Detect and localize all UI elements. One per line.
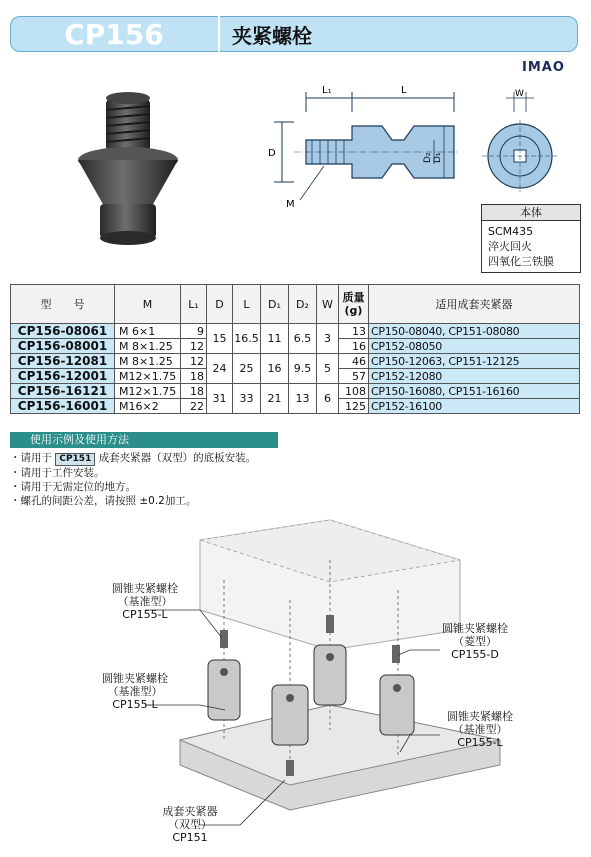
- dim-d1: D₁: [433, 152, 443, 163]
- cell-mass: 13: [339, 324, 369, 339]
- product-name: 夹紧螺栓: [232, 23, 312, 48]
- spec-table: [10, 284, 580, 414]
- cell-w: 3: [317, 324, 339, 354]
- label-text: CP155-L: [457, 736, 503, 749]
- cell-m: M16×2: [115, 399, 181, 414]
- cell-d2: 6.5: [289, 324, 317, 354]
- cell-fit: CP150-08040, CP151-08080: [369, 324, 580, 339]
- col-d: D: [207, 285, 233, 324]
- dim-d: D: [268, 148, 276, 159]
- label-cp155-l-top: [95, 582, 195, 621]
- spec-title: 本体: [482, 205, 580, 221]
- material-spec-box: [481, 204, 581, 273]
- cp151-badge: CP151: [55, 453, 95, 466]
- end-view-drawing: [480, 86, 560, 196]
- cell-model: CP156-16001: [11, 399, 115, 414]
- note-3: ・请用于无需定位的地方。: [10, 481, 136, 493]
- cell-mass: 57: [339, 369, 369, 384]
- col-model: 型 号: [11, 285, 115, 324]
- cell-fit: CP152-16100: [369, 399, 580, 414]
- cell-mass: 125: [339, 399, 369, 414]
- cell-w: 6: [317, 384, 339, 414]
- note-2: ・请用于工件安装。: [10, 467, 105, 479]
- cell-model: CP156-08001: [11, 339, 115, 354]
- cell-d1: 21: [261, 384, 289, 414]
- cell-model: CP156-16121: [11, 384, 115, 399]
- cell-d: 15: [207, 324, 233, 354]
- label-text: CP155-L: [112, 698, 158, 711]
- cell-d: 24: [207, 354, 233, 384]
- usage-notes: [10, 451, 256, 508]
- label-text: （双型）: [168, 818, 212, 831]
- dim-d2: D₂: [423, 152, 433, 163]
- cell-model: CP156-12001: [11, 369, 115, 384]
- cell-w: 5: [317, 354, 339, 384]
- cell-m: M 8×1.25: [115, 354, 181, 369]
- cell-d1: 16: [261, 354, 289, 384]
- cell-model: CP156-12081: [11, 354, 115, 369]
- cell-fit: CP150-12063, CP151-12125: [369, 354, 580, 369]
- product-photo: [70, 88, 200, 248]
- dim-l1: L₁: [322, 85, 332, 96]
- cell-fit: CP152-12080: [369, 369, 580, 384]
- label-text: （基准型）: [107, 685, 163, 698]
- cell-m: M 6×1: [115, 324, 181, 339]
- note-1-post: 成套夹紧器（双型）的底板安装。: [98, 452, 257, 464]
- label-cp151: [145, 805, 235, 844]
- technical-drawing: [264, 82, 464, 212]
- label-text: 圆锥夹紧螺栓: [102, 672, 168, 685]
- cell-l: 33: [233, 384, 261, 414]
- cell-l1: 12: [181, 354, 207, 369]
- note-4: ・螺孔的间距公差，请按照 ±0.2加工。: [10, 495, 197, 507]
- label-cp155-l-left: [85, 672, 185, 711]
- cell-l1: 9: [181, 324, 207, 339]
- cell-l1: 18: [181, 384, 207, 399]
- col-l1: L₁: [181, 285, 207, 324]
- cell-l: 25: [233, 354, 261, 384]
- cell-l1: 12: [181, 339, 207, 354]
- spec-line-finish: 四氧化三铁膜: [488, 255, 554, 268]
- col-w: W: [317, 285, 339, 324]
- cell-m: M 8×1.25: [115, 339, 181, 354]
- cell-m: M12×1.75: [115, 384, 181, 399]
- label-text: 圆锥夹紧螺栓: [447, 710, 513, 723]
- col-mass: 质量 (g): [339, 285, 369, 324]
- cell-d2: 9.5: [289, 354, 317, 384]
- product-code: CP156: [64, 17, 164, 51]
- cell-m: M12×1.75: [115, 369, 181, 384]
- label-text: （基准型）: [117, 595, 173, 608]
- cell-mass: 16: [339, 339, 369, 354]
- header-divider: [218, 16, 220, 52]
- cell-fit: CP150-16080, CP151-16160: [369, 384, 580, 399]
- section-heading: 使用示例及使用方法: [10, 432, 278, 448]
- label-text: CP151: [172, 831, 208, 844]
- label-text: （菱型）: [453, 635, 497, 648]
- label-cp155-l-right: [430, 710, 530, 749]
- col-l: L: [233, 285, 261, 324]
- label-text: 圆锥夹紧螺栓: [112, 582, 178, 595]
- cell-d2: 13: [289, 384, 317, 414]
- cell-fit: CP152-08050: [369, 339, 580, 354]
- note-1: [10, 451, 256, 466]
- table-row: [11, 354, 580, 369]
- col-d2: D₂: [289, 285, 317, 324]
- cell-mass: 108: [339, 384, 369, 399]
- dim-w: W: [515, 89, 524, 99]
- table-row: [11, 384, 580, 399]
- cell-mass: 46: [339, 354, 369, 369]
- cell-d1: 11: [261, 324, 289, 354]
- dim-l: L: [401, 85, 407, 96]
- cell-d: 31: [207, 384, 233, 414]
- col-m: M: [115, 285, 181, 324]
- label-cp155-d: [425, 622, 525, 661]
- label-text: 成套夹紧器: [162, 805, 218, 818]
- spec-line-material: SCM435: [488, 225, 534, 238]
- col-fit: 适用成套夹紧器: [369, 285, 580, 324]
- col-d1: D₁: [261, 285, 289, 324]
- label-text: CP155-D: [451, 648, 499, 661]
- note-1-pre: ・请用于: [10, 452, 52, 464]
- cell-model: CP156-08061: [11, 324, 115, 339]
- cell-l: 16.5: [233, 324, 261, 354]
- cell-l1: 22: [181, 399, 207, 414]
- brand-logo: IMAO: [522, 60, 565, 75]
- dim-m: M: [286, 199, 295, 210]
- label-text: CP155-L: [122, 608, 168, 621]
- table-row: [11, 324, 580, 339]
- spec-line-treatment: 淬火回火: [488, 240, 532, 253]
- label-text: （基准型）: [452, 723, 508, 736]
- label-text: 圆锥夹紧螺栓: [442, 622, 508, 635]
- cell-l1: 18: [181, 369, 207, 384]
